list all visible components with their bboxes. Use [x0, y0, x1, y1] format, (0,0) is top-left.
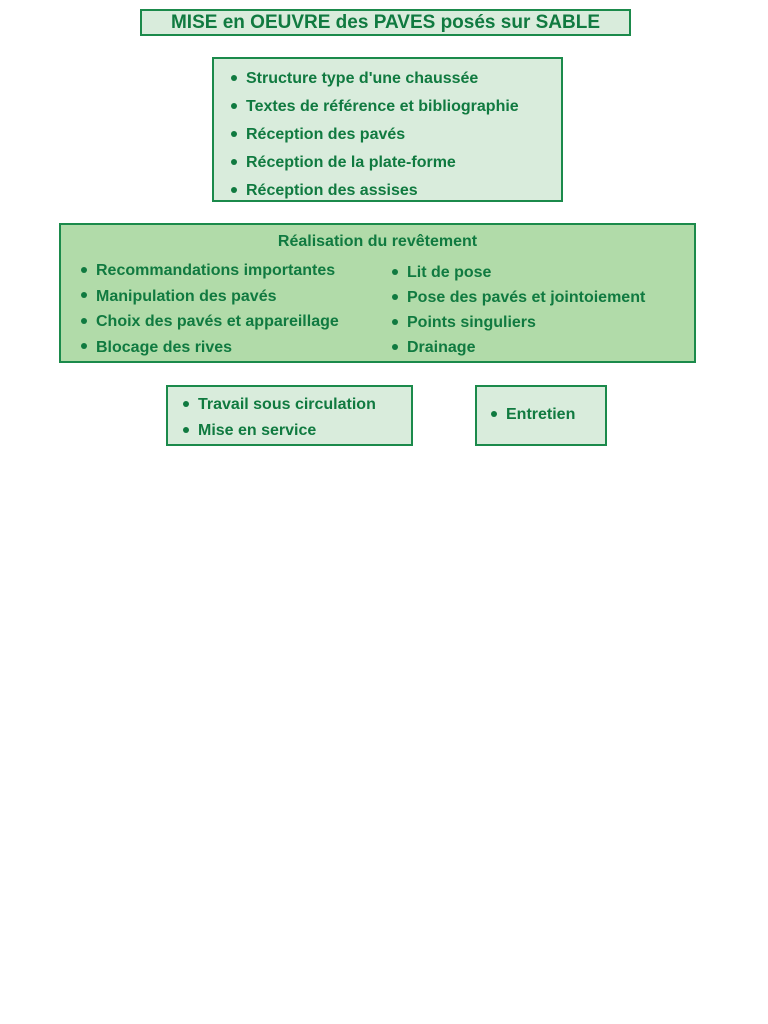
list-item-label: Pose des pavés et jointoiement — [407, 289, 646, 306]
bullet-icon — [231, 103, 237, 109]
list-item-label: Points singuliers — [407, 314, 536, 331]
bullet-icon — [81, 267, 87, 273]
bullet-icon — [81, 292, 87, 298]
bullet-icon — [183, 427, 189, 433]
reception-list — [228, 65, 519, 202]
list-item[interactable] — [389, 260, 645, 285]
list-item-label: Structure type d'une chaussée — [246, 70, 479, 87]
list-item-label: Blocage des rives — [96, 338, 233, 356]
list-item[interactable] — [488, 403, 575, 427]
list-item-label: Recommandations importantes — [96, 262, 336, 279]
circulation-box — [166, 385, 413, 446]
bullet-icon — [81, 318, 87, 324]
bullet-icon — [491, 411, 497, 417]
list-item[interactable] — [228, 93, 519, 121]
bullet-icon — [231, 159, 237, 165]
page-title: MISE en OEUVRE des PAVES posés sur SABLE — [170, 12, 601, 33]
list-item-label: Lit de pose — [407, 264, 492, 281]
list-item[interactable] — [180, 392, 376, 418]
title-box — [140, 9, 631, 36]
bullet-icon — [392, 294, 398, 300]
list-item-label: Choix des pavés et appareillage — [96, 313, 339, 330]
list-item-label: Réception de la plate-forme — [246, 154, 456, 171]
list-item[interactable] — [228, 65, 519, 93]
bullet-icon — [183, 401, 189, 407]
bullet-icon — [231, 187, 237, 193]
list-item-label: Travail sous circulation — [198, 396, 376, 413]
circulation-list — [180, 392, 376, 444]
list-item-label: Réception des assises — [246, 182, 418, 199]
realisation-box — [59, 223, 696, 363]
list-item[interactable] — [389, 285, 645, 310]
bullet-icon — [231, 131, 237, 137]
bullet-icon — [392, 344, 398, 350]
realisation-right-list — [389, 260, 645, 360]
list-item[interactable] — [180, 418, 376, 444]
list-item[interactable] — [228, 177, 519, 202]
list-item-label: Entretien — [506, 406, 576, 423]
realisation-left-list — [78, 258, 339, 360]
list-item[interactable] — [228, 121, 519, 149]
list-item[interactable] — [78, 309, 339, 335]
bullet-icon — [231, 75, 237, 81]
entretien-box — [475, 385, 607, 446]
realisation-heading: Réalisation du revêtement — [277, 233, 478, 250]
list-item[interactable] — [78, 335, 339, 361]
list-item[interactable] — [78, 284, 339, 310]
reception-box — [212, 57, 563, 202]
bullet-icon — [81, 343, 87, 349]
list-item-label: Textes de référence et bibliographie — [246, 98, 519, 115]
list-item-label: Réception des pavés — [246, 126, 406, 143]
list-item[interactable] — [389, 310, 645, 335]
bullet-icon — [392, 319, 398, 325]
entretien-list — [488, 403, 575, 427]
list-item[interactable] — [228, 149, 519, 177]
list-item-label: Manipulation des pavés — [96, 287, 277, 305]
bullet-icon — [392, 269, 398, 275]
list-item[interactable] — [78, 258, 339, 284]
list-item[interactable] — [389, 335, 645, 360]
list-item-label: Mise en service — [198, 422, 317, 439]
list-item-label: Drainage — [407, 339, 476, 356]
